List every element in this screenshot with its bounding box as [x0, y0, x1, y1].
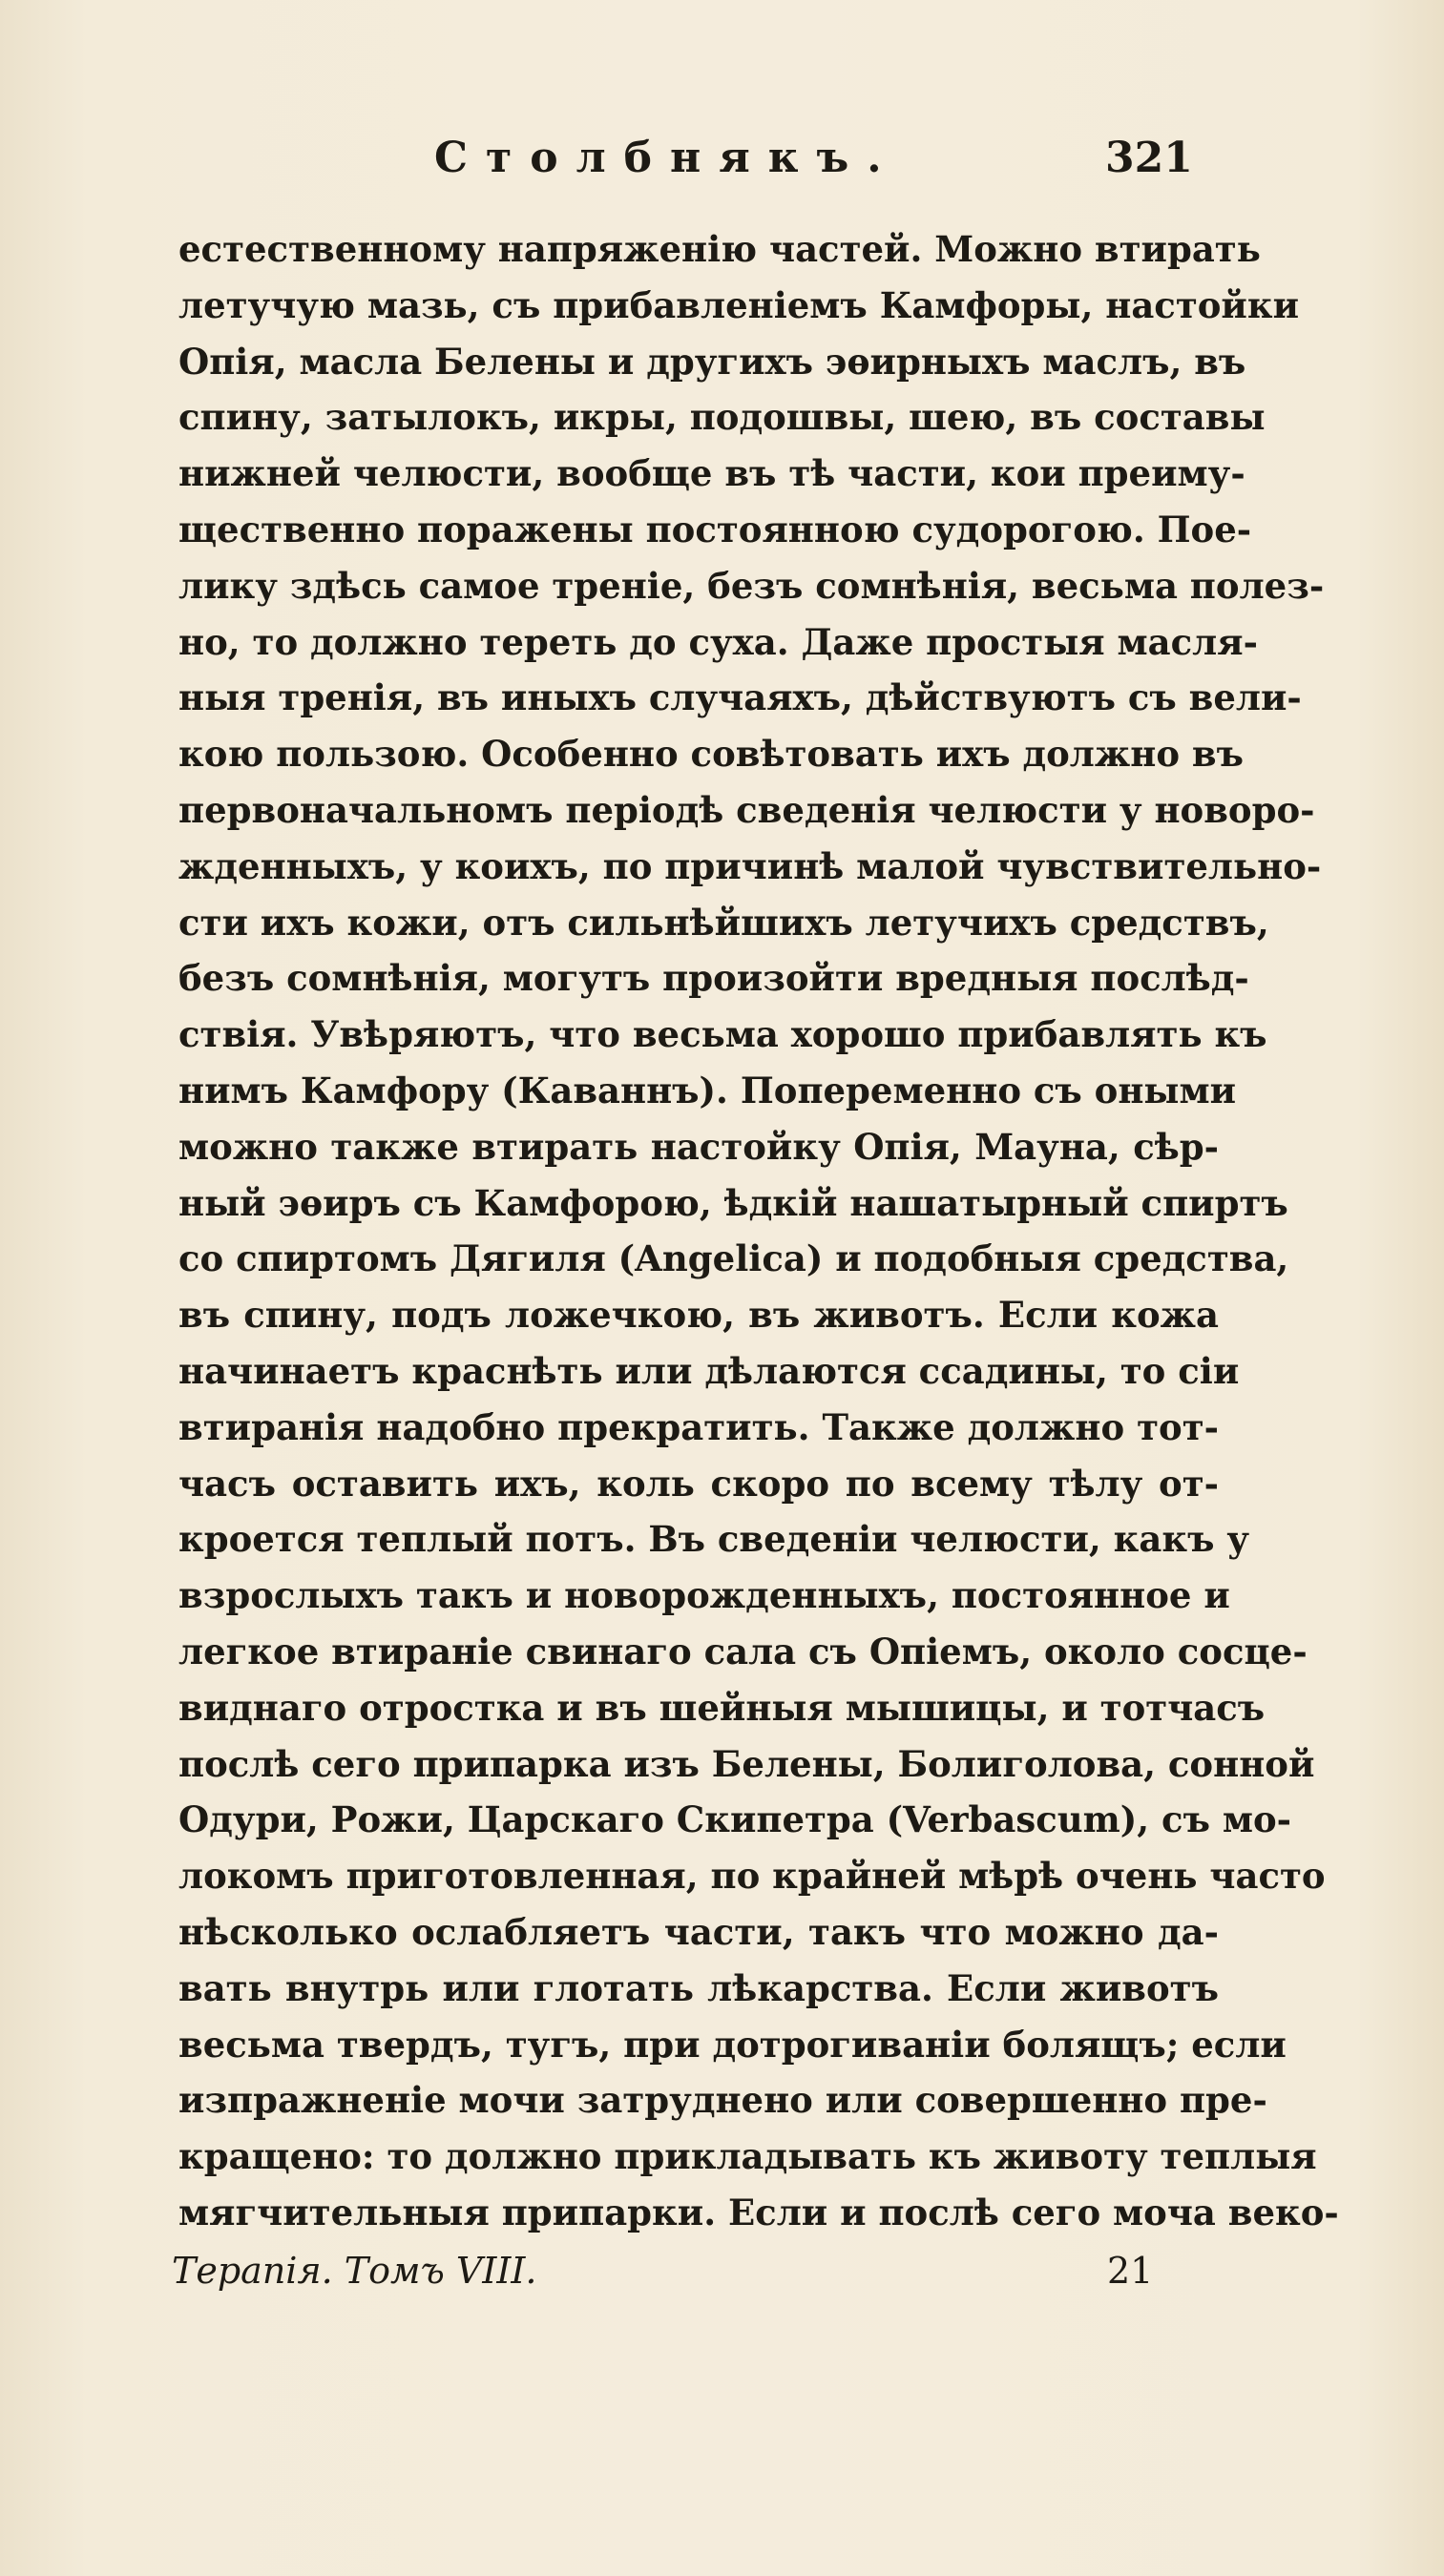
- text-line: мягчительныя припарки. Если и послѣ сего моча векo-: [178, 2191, 1339, 2233]
- text-line: изпражненіе мочи затруднено или совершенно пре-: [178, 2079, 1267, 2122]
- text-line: спину, затылокъ, икры, подошвы, шею, въ составы: [178, 396, 1266, 439]
- text-line: можно также втирать настойку Опія, Мауна, сѣр-: [178, 1125, 1219, 1168]
- text-line: кращено: то должно прикладывать къ животу теплыя: [178, 2135, 1317, 2178]
- text-line: летучую мазь, съ прибавленіемъ Камфоры, настойки: [178, 283, 1300, 326]
- page-footer: [0, 2250, 1444, 2307]
- text-line: взрослыхъ такъ и новорожденныхъ, постоянное и: [178, 1574, 1230, 1617]
- text-line: естественному напряженію частей. Можно втирать: [178, 228, 1261, 270]
- signature-mark: 21: [1107, 2250, 1154, 2292]
- text-line: безъ сомнѣнія, могутъ произойти вредныя послѣд-: [178, 957, 1249, 1000]
- text-line: ный эѳиръ съ Камфорою, ѣдкій нашатырный спиртъ: [178, 1181, 1288, 1224]
- text-line: начинаетъ краснѣть или дѣлаются ссадины, то сіи: [178, 1349, 1240, 1392]
- text-line: лику здѣсь самое треніе, безъ сомнѣнія, весьма полез-: [178, 564, 1325, 607]
- text-line: сти ихъ кожи, отъ сильнѣйшихъ летучихъ средствъ,: [178, 901, 1269, 944]
- text-line: локомъ приготовленная, по крайней мѣрѣ очень часто: [178, 1855, 1326, 1898]
- text-line: втиранія надобно прекратить. Также должно тот-: [178, 1405, 1219, 1448]
- text-line: нимъ Камфору (Каваннъ). Попеременно съ оными: [178, 1069, 1237, 1111]
- text-line: первоначальномъ періодѣ сведенія челюсти у новоро-: [178, 788, 1315, 831]
- text-line: ствія. Увѣряютъ, что весьма хорошо прибавлять къ: [178, 1013, 1267, 1056]
- text-line: послѣ сего припарка изъ Белены, Болиголова, сонной: [178, 1742, 1315, 1785]
- text-line: Одури, Рожи, Царскаго Скипетра (Verbascum), съ мо-: [178, 1798, 1292, 1841]
- text-line: нижней челюсти, вообще въ тѣ части, кои преиму-: [178, 452, 1245, 495]
- text-line: кроется теплый потъ. Въ сведеніи челюсти, какъ у: [178, 1518, 1250, 1561]
- text-line: Опія, масла Белены и другихъ эѳирныхъ маслъ, въ: [178, 340, 1246, 383]
- text-line: виднаго отростка и въ шейныя мышицы, и тотчасъ: [178, 1686, 1266, 1729]
- text-line: весьма твердъ, тугъ, при дотрогиваніи болящъ; если: [178, 2023, 1287, 2066]
- text-line: ныя тренія, въ иныхъ случаяхъ, дѣйствуютъ съ вели-: [178, 676, 1302, 719]
- text-line: нѣсколько ослабляетъ части, такъ что можно да-: [178, 1910, 1219, 1953]
- text-line: кою пользою. Особенно совѣтовать ихъ должно въ: [178, 733, 1244, 776]
- running-head: [0, 134, 1444, 191]
- page-number: 321: [1105, 134, 1193, 182]
- text-line: щественно поражены постоянною судорогою. Пое-: [178, 508, 1252, 551]
- text-line: но, то должно тереть до суха. Даже простыя масля-: [178, 620, 1258, 663]
- running-title: Столбнякъ.: [434, 134, 900, 182]
- text-line: со спиртомъ Дягиля (Angelica) и подобныя средства,: [178, 1237, 1289, 1280]
- text-line: въ спину, подъ ложечкою, въ животъ. Если кожа: [178, 1294, 1219, 1337]
- footer-book-title: Терапія. Томъ VIII.: [172, 2250, 537, 2292]
- body-text: [178, 221, 1339, 2241]
- text-line: часъ оставить ихъ, коль скоро по всему тѣлу от-: [178, 1462, 1219, 1505]
- text-line: вать внутрь или глотать лѣкарства. Если животъ: [178, 1966, 1219, 2009]
- text-line: жденныхъ, у коихъ, по причинѣ малой чувствительно-: [178, 844, 1322, 887]
- text-line: легкое втираніе свинаго сала съ Опіемъ, около сосце-: [178, 1630, 1308, 1672]
